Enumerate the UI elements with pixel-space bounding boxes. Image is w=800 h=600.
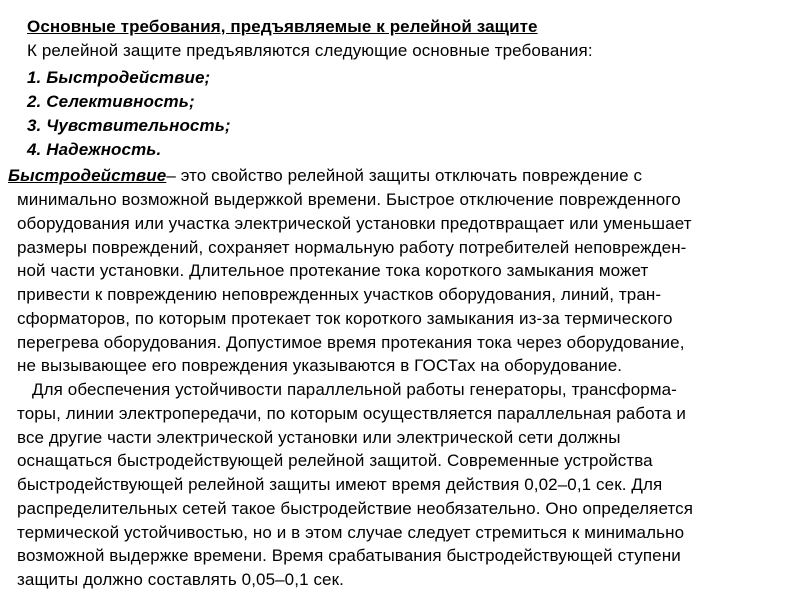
paragraph-line: термической устойчивостью, но и в этом случае следует стремиться к минимально — [17, 523, 685, 542]
requirement-item: 4. Надежность. — [27, 140, 162, 159]
paragraph-line: распределительных сетей такое быстродействие необязательно. Оно определяется — [17, 499, 694, 518]
paragraph-line: Для обеспечения устойчивости параллельной работы генераторы, трансформа- — [32, 380, 677, 399]
paragraph-line: привести к повреждению неповрежденных участков оборудования, линий, тран- — [17, 285, 662, 304]
paragraph-line: все другие части электрической установки или электрической сети должны — [17, 428, 621, 447]
paragraph-line: ной части установки. Длительное протекание тока короткого замыкания может — [17, 261, 649, 280]
paragraph-line: сформаторов, по которым протекает ток короткого замыкания из-за термического — [17, 309, 673, 328]
paragraph-line: оборудования или участка электрической установки предотвращает или уменьшает — [17, 214, 692, 233]
paragraph-line: защиты должно составлять 0,05–0,1 сек. — [17, 570, 344, 589]
paragraph-line: возможной выдержке времени. Время срабатывания быстродействующей ступени — [17, 546, 681, 565]
paragraph-text: – это свойство релейной защиты отключать повреждение с — [166, 166, 643, 185]
paragraph-line: минимально возможной выдержкой времени. Быстрое отключение поврежденного — [17, 190, 681, 209]
paragraph-line: быстродействующей релейной защиты имеют время действия 0,02–0,1 сек. Для — [17, 475, 663, 494]
term-speed: Быстродействие — [8, 166, 167, 185]
paragraph-line: торы, линии электропередачи, по которым осуществляется параллельная работа и — [17, 404, 687, 423]
requirement-item: 1. Быстродействие; — [27, 68, 211, 87]
requirement-item: 2. Селективность; — [27, 92, 195, 111]
paragraph-line: размеры повреждений, сохраняет нормальную работу потребителей неповрежден- — [17, 238, 687, 257]
intro-text: К релейной защите предъявляются следующие основные требования: — [27, 41, 593, 60]
paragraph-line: не вызывающее его повреждения указываются в ГОСТах на оборудование. — [17, 356, 623, 375]
requirement-item: 3. Чувствительность; — [27, 116, 231, 135]
paragraph-line — [8, 165, 642, 187]
paragraph-line: перегрева оборудования. Допустимое время протекания тока через оборудование, — [17, 333, 685, 352]
paragraph-line: оснащаться быстродействующей релейной защитой. Современные устройства — [17, 451, 653, 470]
slide-heading: Основные требования, предъявляемые к релейной защите — [27, 17, 538, 36]
